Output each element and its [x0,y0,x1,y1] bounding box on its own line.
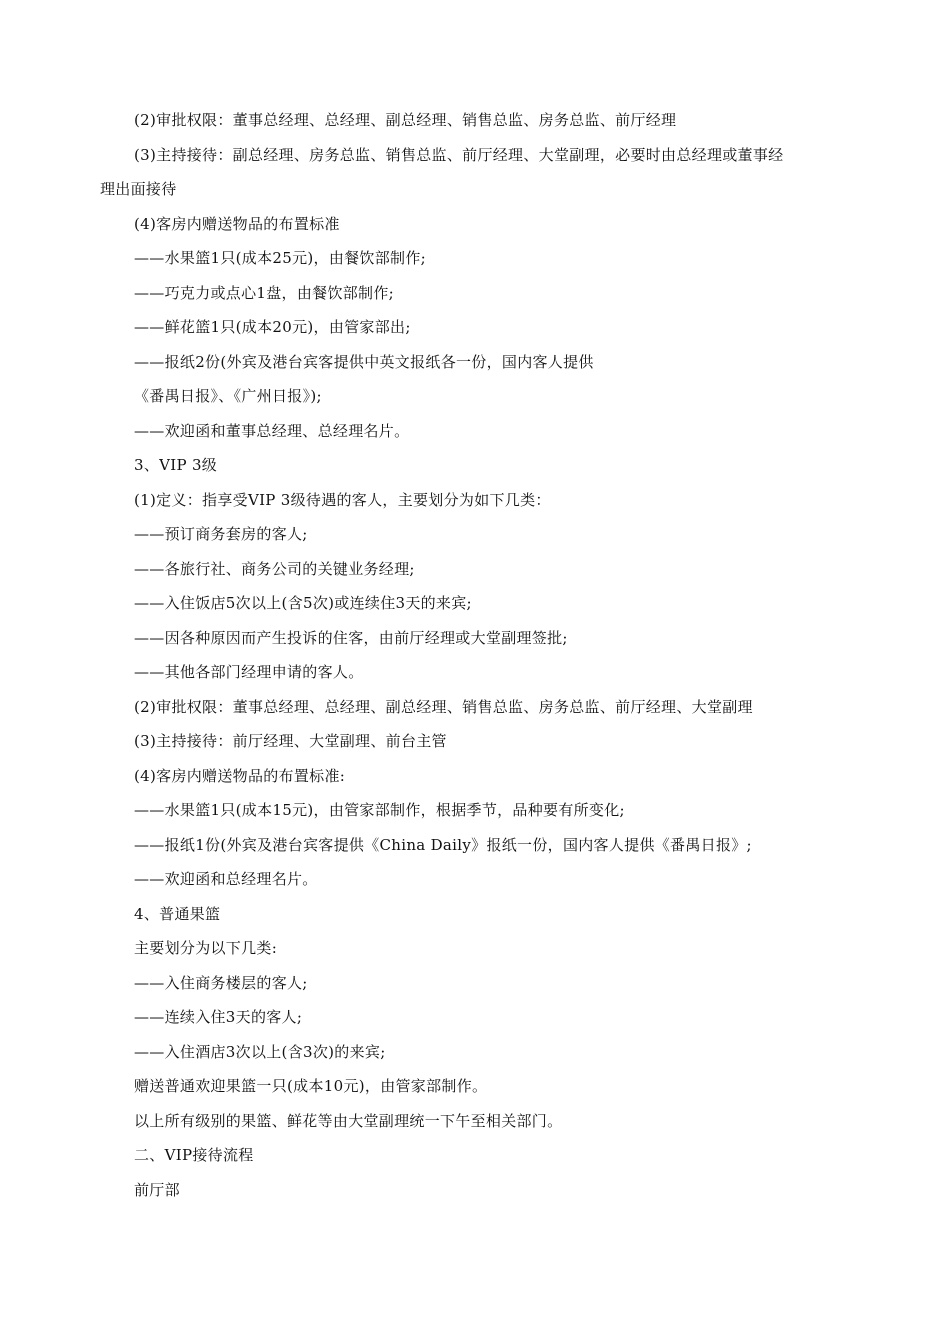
list-item: ——预订商务套房的客人; [134,525,308,543]
paragraph-line: 《番禺日报》、《广州日报》); [134,387,322,405]
section-heading: 4、普通果篮 [134,904,221,923]
list-item: ——鲜花篮1只(成本20元)，由管家部出; [134,318,411,336]
paragraph-line: 理出面接待 [100,180,177,198]
list-item: ——连续入住3天的客人; [134,1008,303,1026]
list-item: ——其他各部门经理申请的客人。 [134,663,364,681]
list-item: ——报纸2份(外宾及港台宾客提供中英文报纸各一份，国内客人提供 [134,352,594,371]
document-body [100,103,860,1207]
list-item: ——入住酒店3次以上(含3次)的来宾; [134,1042,386,1061]
list-item: ——报纸1份(外宾及港台宾客提供《China Daily》报纸一份，国内客人提供《番禺日报》; [134,835,752,854]
paragraph-line: (2)审批权限：董事总经理、总经理、副总经理、销售总监、房务总监、前厅经理、大堂副理 [134,697,753,716]
paragraph-line: (3)主持接待：副总经理、房务总监、销售总监、前厅经理、大堂副理，必要时由总经理或董事经 [134,145,784,164]
list-item: ——巧克力或点心1盘，由餐饮部制作; [134,283,394,302]
paragraph-line: (4)客房内赠送物品的布置标准 [134,214,340,233]
list-item: ——水果篮1只(成本25元)，由餐饮部制作; [134,249,426,267]
list-item: ——水果篮1只(成本15元)，由管家部制作，根据季节，品种要有所变化; [134,801,625,819]
list-item: ——入住饭店5次以上(含5次)或连续住3天的来宾; [134,594,472,612]
section-heading: 前厅部 [134,1180,180,1199]
list-item: ——因各种原因而产生投诉的住客，由前厅经理或大堂副理签批; [134,628,568,647]
paragraph-line: (4)客房内赠送物品的布置标准: [134,766,346,785]
list-item: ——欢迎函和董事总经理、总经理名片。 [134,421,410,440]
section-heading: 二、VIP接待流程 [134,1146,254,1164]
section-heading: 3、VIP 3级 [134,456,218,474]
list-item: ——欢迎函和总经理名片。 [134,870,318,888]
paragraph-line: 以上所有级别的果篮、鲜花等由大堂副理统一下午至相关部门。 [134,1111,563,1130]
paragraph-line: (3)主持接待：前厅经理、大堂副理、前台主管 [134,732,447,750]
paragraph-line: (2)审批权限：董事总经理、总经理、副总经理、销售总监、房务总监、前厅经理 [134,111,677,129]
paragraph-line: 主要划分为以下几类: [134,939,278,957]
paragraph-line: (1)定义：指享受VIP 3级待遇的客人，主要划分为如下几类： [134,490,551,509]
paragraph-line: 赠送普通欢迎果篮一只(成本10元)，由管家部制作。 [134,1077,488,1095]
list-item: ——各旅行社、商务公司的关键业务经理; [134,559,415,578]
list-item: ——入住商务楼层的客人; [134,973,308,992]
